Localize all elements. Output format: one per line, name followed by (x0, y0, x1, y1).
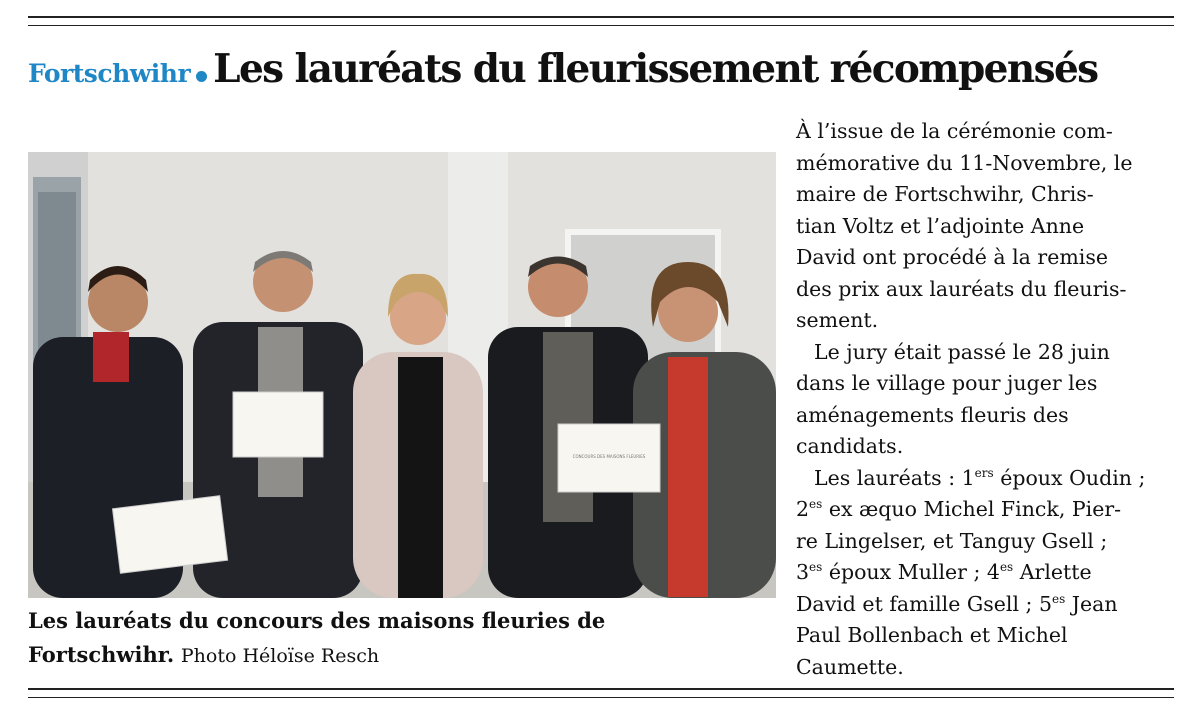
text-fragment: époux Muller ; 4 (822, 560, 1000, 584)
ordinal-suffix: es (999, 560, 1014, 574)
text-line: mémorative du 11-Novembre, le (796, 150, 1133, 175)
text-line: Le jury était passé le 28 juin (814, 339, 1110, 364)
text-fragment: époux Oudin ; (993, 465, 1146, 490)
text-line: Paul Bollenbach et Michel (796, 623, 1068, 647)
paragraph-3 (796, 463, 1184, 684)
article-body (796, 116, 1184, 683)
text-line: maire de Fortschwihr, Chris- (796, 182, 1094, 206)
top-rule-1 (28, 16, 1174, 18)
bottom-rule-1 (28, 688, 1174, 690)
text-line: aménagements fleuris des (796, 402, 1069, 427)
text-line (796, 463, 1184, 495)
headline (28, 46, 1174, 92)
text-fragment: Jean (1065, 591, 1118, 616)
bullet-dot-icon (196, 71, 207, 82)
text-line (796, 557, 1184, 589)
caption-text-line1: Les lauréats du concours des maisons fleuries de (28, 608, 606, 633)
text-line: À l’issue de la cérémonie com- (796, 119, 1113, 143)
ordinal-suffix: es (809, 560, 823, 574)
text-fragment: Arlette (1013, 560, 1092, 584)
text-line: Caumette. (796, 654, 904, 679)
text-fragment: Les lauréats : 1 (814, 465, 975, 490)
paragraph-1 (796, 116, 1184, 337)
text-line (796, 589, 1184, 621)
text-fragment: 3 (796, 560, 810, 584)
text-line (796, 494, 1184, 526)
text-line: re Lingelser, et Tanguy Gsell ; (796, 528, 1108, 553)
text-line: dans le village pour juger les (796, 371, 1098, 395)
ordinal-suffix: es (1052, 591, 1066, 606)
photo-caption (28, 604, 788, 673)
group-photo-illustration (28, 152, 776, 598)
paragraph-2 (796, 337, 1184, 463)
text-line: tian Voltz et l’adjointe Anne (796, 213, 1085, 238)
text-line: des prix aux lauréats du fleuris- (796, 276, 1127, 301)
article-photo (28, 152, 776, 598)
photo-credit: Photo Héloïse Resch (180, 645, 380, 667)
certificate-label: CONCOURS DES MAISONS FLEURIES (572, 454, 646, 459)
text-line: David ont procédé à la remise (796, 245, 1108, 269)
ordinal-suffix: es (809, 497, 823, 511)
text-line: sement. (796, 308, 879, 332)
article-title: Les lauréats du fleurissement récompensés (213, 46, 1098, 92)
text-fragment: ex æquo Michel Finck, Pier- (822, 497, 1122, 521)
top-rule-2 (28, 25, 1174, 26)
caption-text-line2: Fortschwihr. (28, 642, 175, 667)
bottom-rule-2 (28, 697, 1174, 698)
text-fragment: 2 (796, 497, 810, 521)
kicker-location: Fortschwihr (28, 59, 191, 88)
text-line: candidats. (796, 434, 904, 458)
ordinal-suffix: ers (974, 465, 994, 480)
text-fragment: David et famille Gsell ; 5 (796, 591, 1053, 616)
